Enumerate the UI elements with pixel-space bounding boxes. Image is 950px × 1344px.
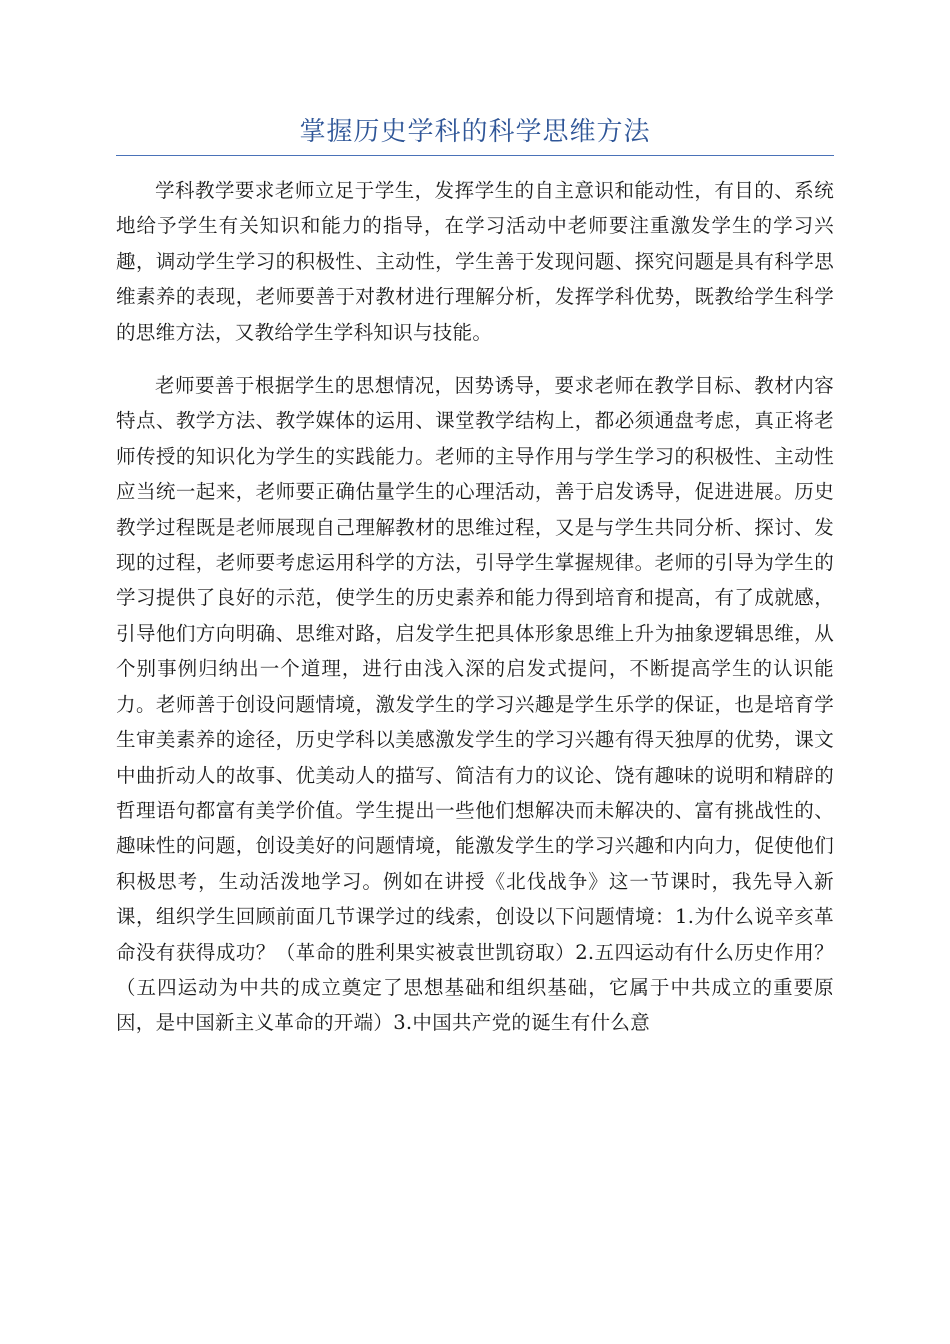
document-title: 掌握历史学科的科学思维方法 (299, 117, 651, 147)
paragraph: 学科教学要求老师立足于学生，发挥学生的自主意识和能动性，有目的、系统地给予学生有关知识和能力的指导，在学习活动中老师要注重激发学生的学习兴趣，调动学生学习的积极性、主动性，学生善于发现问题、探究问题是具有科学思维素养的表现，老师要善于对教材进行理解分析，发挥学科优势，既教给学生科学的思维方法，又教给学生学科知识与技能。 (116, 179, 834, 344)
paragraph: 老师要善于根据学生的思想情况，因势诱导，要求老师在教学目标、教材内容特点、教学方法、教学媒体的运用、课堂教学结构上，都必须通盘考虑，真正将老师传授的知识化为学生的实践能力。老师的主导作用与学生学习的积极性、主动性应当统一起来，老师要正确估量学生的心理活动，善于启发诱导，促进进展。历史教学过程既是老师展现自己理解教材的思维过程，又是与学生共同分析、探讨、发现的过程，老师要考虑运用科学的方法，引导学生掌握规律。老师的引导为学生的学习提供了良好的示范，使学生的历史素养和能力得到培育和提高，有了成就感，引导他们方向明确、思维对路，启发学生把具体形象思维上升为抽象逻辑思维，从个别事例归纳出一个道理，进行由浅入深的启发式提问，不断提高学生的认识能力。老师善于创设问题情境，激发学生的学习兴趣是学生乐学的保证，也是培育学生审美素养的途径，历史学科以美感激发学生的学习兴趣有得天独厚的优势，课文中曲折动人的故事、优美动人的描写、简洁有力的议论、饶有趣味的说明和精辟的哲理语句都富有美学价值。学生提出一些他们想解决而未解决的、富有挑战性的、趣味性的问题，创设美好的问题情境，能激发学生的学习兴趣和内向力，促使他们积极思考，生动活泼地学习。例如在讲授《北伐战争》这一节课时，我先导入新课，组织学生回顾前面几节课学过的线索，创设以下问题情境：1.为什么说辛亥革命没有获得成功？（革命的胜利果实被袁世凯窃取）2.五四运动有什么历史作用？（五四运动为中共的成立奠定了思想基础和组织基础，它属于中共成立的重要原因，是中国新主义革命的开端）3.中国共产党的诞生有什么意 (116, 374, 834, 1035)
title-underline (116, 155, 834, 156)
document-body (116, 173, 834, 1041)
